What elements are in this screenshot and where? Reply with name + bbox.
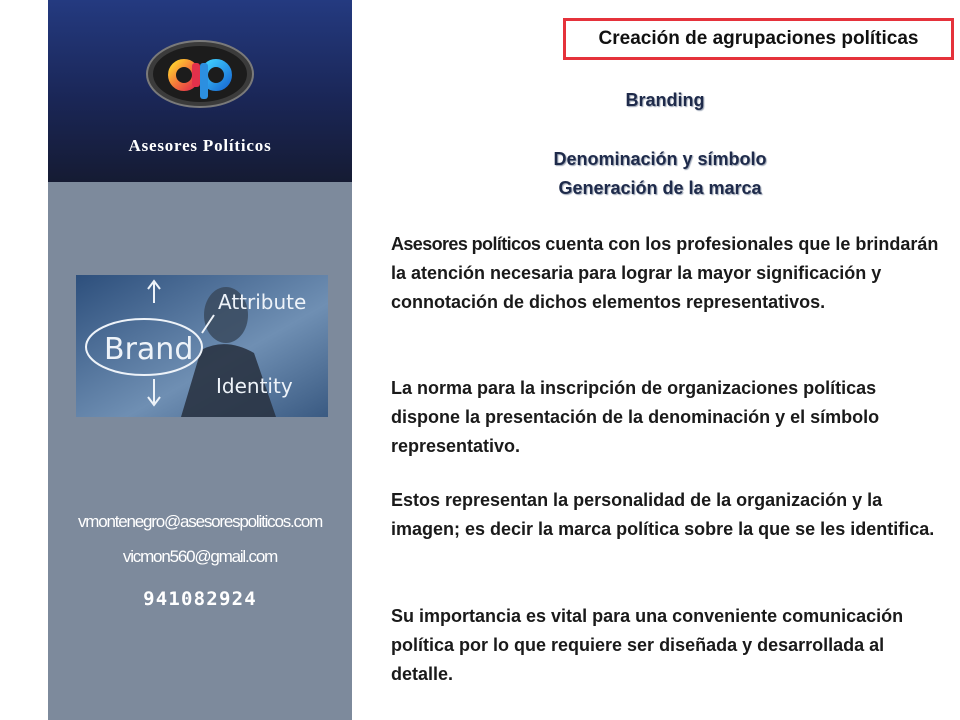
sidebar [48, 0, 352, 720]
phone-number: 941082924 [143, 588, 257, 610]
paragraph-4: Su importancia es vital para una conveniente comunicación política por lo que requiere ser diseñada y desarrollada al detalle. [391, 606, 904, 684]
heading-denominacion: Denominación y símbolo [553, 149, 767, 169]
paragraph-1-lead: Asesores políticos [391, 234, 541, 254]
paragraph-3: Estos representan la personalidad de la organización y la imagen; es decir la marca política sobre la que se les identifica. [391, 490, 935, 539]
paragraph-1 [391, 230, 939, 317]
brand-image-word-attribute: Attribute [218, 290, 307, 314]
paragraph-1-rest: cuenta con los profesionales que le brindarán la atención necesaria para lograr la mayor significación y connotación de dichos elementos representativos. [391, 234, 939, 312]
ap-logo-icon [144, 38, 256, 110]
brand-identity-image [76, 275, 328, 417]
brand-image-word-brand: Brand [104, 332, 194, 367]
email-secondary[interactable]: vicmon560@gmail.com [122, 547, 278, 566]
email-primary[interactable]: vmontenegro@asesorespoliticos.com [77, 512, 323, 531]
sidebar-header [48, 0, 352, 182]
page-title: Creación de agrupaciones políticas [563, 18, 954, 60]
brand-name: Asesores Políticos [128, 136, 272, 155]
brand-image-word-identity: Identity [216, 374, 293, 398]
heading-branding: Branding [625, 90, 705, 110]
heading-generacion: Generación de la marca [558, 178, 762, 198]
paragraph-2: La norma para la inscripción de organizaciones políticas dispone la presentación de la denominación y el símbolo representativo. [391, 378, 880, 456]
